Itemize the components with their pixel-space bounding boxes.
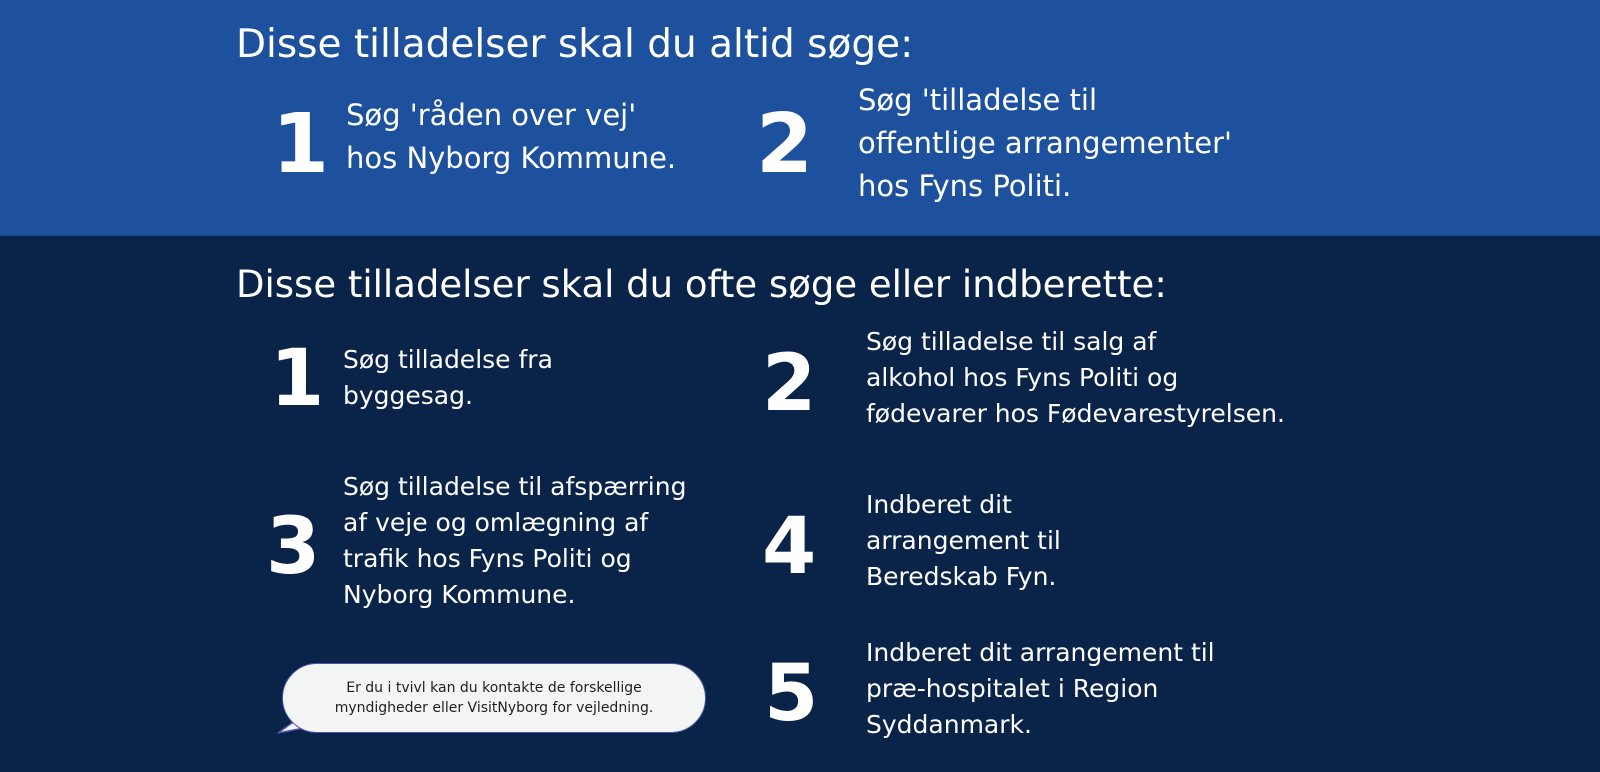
often-item-3-line-1: Søg tilladelse til afspærring [343,472,687,501]
note-line-1: Er du i tvivl kan du kontakte de forskellige [346,680,642,696]
always-item-2-text [858,79,1232,208]
often-item-1-number: 1 [270,334,323,424]
often-item-4-line-1: Indberet dit [866,490,1012,519]
often-item-3-text [343,469,686,613]
often-item-3-number: 3 [266,502,319,592]
always-item-2-line-2: offentlige arrangementer' [858,126,1232,160]
often-item-3-line-3: trafik hos Fyns Politi og [343,544,632,573]
often-item-4-number: 4 [762,502,815,592]
often-item-5-text [866,635,1215,743]
often-item-3-line-2: af veje og omlægning af [343,508,649,537]
always-item-2-line-1: Søg 'tilladelse til [858,83,1098,117]
always-item-1-line-1: Søg 'råden over vej' [346,98,637,132]
always-item-1-line-2: hos Nyborg Kommune. [346,141,677,175]
often-item-2-line-1: Søg tilladelse til salg af [866,327,1157,356]
always-item-2-line-3: hos Fyns Politi. [858,169,1072,203]
often-item-2-text [866,324,1285,432]
often-item-4-line-2: arrangement til [866,526,1061,555]
often-item-4-line-3: Beredskab Fyn. [866,562,1057,591]
always-heading: Disse tilladelser skal du altid søge: [236,22,914,67]
always-item-1-number: 1 [272,97,328,192]
often-item-5-line-1: Indberet dit arrangement til [866,638,1215,667]
often-item-3-line-4: Nyborg Kommune. [343,580,576,609]
often-item-5-number: 5 [764,649,817,739]
often-item-1-text [343,342,553,414]
note-line-2: myndigheder eller VisitNyborg for vejledning. [334,700,654,716]
often-item-2-line-3: fødevarer hos Fødevarestyrelsen. [866,399,1285,428]
speech-bubble-note [282,663,706,733]
often-item-2-line-2: alkohol hos Fyns Politi og [866,363,1179,392]
often-item-1-line-2: byggesag. [343,381,473,410]
often-item-5-line-2: præ-hospitalet i Region [866,674,1159,703]
often-item-1-line-1: Søg tilladelse fra [343,345,553,374]
often-item-2-number: 2 [762,339,815,429]
always-item-2-number: 2 [756,97,812,192]
often-heading: Disse tilladelser skal du ofte søge eller indberette: [236,263,1167,306]
often-item-5-line-3: Syddanmark. [866,710,1032,739]
always-item-1-text [346,94,676,180]
often-item-4-text [866,487,1061,595]
